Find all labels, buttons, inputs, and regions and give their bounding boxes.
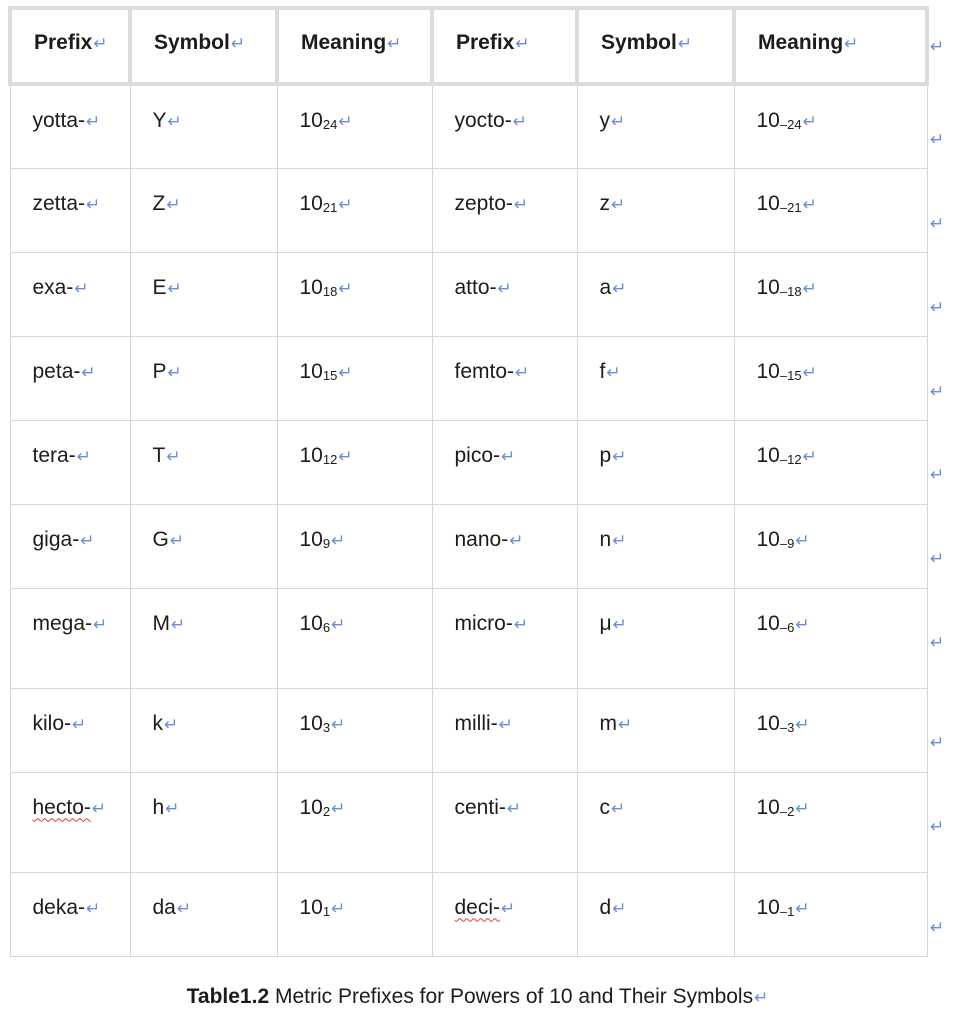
power-base: 10 [756, 711, 780, 735]
prefix-cell[interactable] [432, 168, 577, 252]
return-mark: ↵ [509, 530, 524, 550]
prefix-text: tera- [32, 443, 76, 467]
meaning-cell[interactable] [277, 168, 432, 252]
return-mark: ↵ [331, 614, 346, 634]
prefix-text: mega- [32, 611, 93, 635]
symbol-cell[interactable] [130, 336, 277, 420]
return-mark: ↵ [498, 714, 513, 734]
power-base: 10 [299, 109, 323, 132]
prefix-text: zepto- [454, 191, 513, 215]
return-mark: ↵ [795, 530, 810, 550]
return-mark: ↵ [501, 898, 516, 918]
symbol-cell[interactable] [577, 872, 734, 956]
header-prefix-1[interactable]: Prefix↵ [10, 8, 130, 84]
power-exponent: 1 [322, 903, 331, 919]
prefix-text: zetta- [32, 191, 86, 215]
table-row [10, 688, 927, 772]
table-row [10, 504, 927, 588]
meaning-cell[interactable] [734, 588, 927, 688]
return-mark: ↵ [338, 112, 353, 131]
return-mark: ↵ [795, 898, 810, 918]
power-exponent: –2 [779, 803, 795, 819]
meaning-cell[interactable] [277, 772, 432, 872]
power-exponent: 15 [322, 367, 338, 383]
meaning-cell[interactable] [734, 252, 927, 336]
symbol-cell[interactable] [577, 84, 734, 168]
power-exponent: –6 [779, 619, 795, 635]
symbol-text: m [599, 711, 617, 735]
return-mark: ↵ [80, 530, 95, 550]
return-mark: ↵ [176, 898, 192, 918]
return-mark: ↵ [611, 112, 626, 131]
power-exponent: 3 [322, 719, 331, 735]
prefix-cell[interactable] [10, 688, 130, 772]
symbol-text: Y [152, 109, 167, 132]
table-row [10, 772, 927, 872]
symbol-text: da [152, 895, 176, 919]
power-base: 10 [756, 443, 780, 467]
return-mark: ↵ [76, 446, 91, 466]
symbol-cell[interactable] [577, 772, 734, 872]
power-base: 10 [756, 109, 780, 132]
power-exponent: –21 [779, 199, 802, 215]
meaning-cell[interactable] [734, 872, 927, 956]
return-mark: ↵ [91, 798, 107, 818]
caption-text: Metric Prefixes for Powers of 10 and Their Symbols [269, 985, 754, 1008]
power-exponent: 12 [322, 451, 338, 467]
symbol-cell[interactable] [577, 504, 734, 588]
prefix-cell[interactable] [432, 772, 577, 872]
row-end-mark: ↵ [930, 37, 945, 56]
power-exponent: 2 [322, 803, 331, 819]
prefix-text: pico- [454, 443, 501, 467]
return-mark: ↵ [612, 278, 627, 298]
prefix-cell[interactable] [10, 252, 130, 336]
symbol-text: p [599, 443, 612, 467]
return-mark: ↵ [81, 362, 96, 382]
return-mark: ↵ [167, 112, 182, 131]
prefix-cell[interactable] [10, 772, 130, 872]
return-mark: ↵ [512, 112, 527, 131]
power-base: 10 [756, 527, 780, 551]
table-row [10, 252, 927, 336]
table-row [10, 168, 927, 252]
prefix-text: yotta- [32, 109, 86, 132]
symbol-cell[interactable] [577, 252, 734, 336]
symbol-cell[interactable] [577, 588, 734, 688]
symbol-cell[interactable] [130, 420, 277, 504]
return-mark: ↵ [86, 194, 101, 214]
power-exponent: 24 [322, 117, 338, 132]
return-mark: ↵ [513, 614, 529, 634]
symbol-text: M [152, 611, 170, 635]
return-mark: ↵ [612, 446, 627, 466]
meaning-cell[interactable] [734, 688, 927, 772]
prefix-text: kilo- [32, 711, 72, 735]
power-base: 10 [756, 611, 780, 635]
symbol-text: a [599, 275, 612, 299]
meaning-cell[interactable] [277, 84, 432, 168]
power-exponent: 21 [322, 199, 338, 215]
meaning-cell[interactable] [277, 504, 432, 588]
prefix-cell[interactable] [432, 336, 577, 420]
symbol-text: n [599, 527, 612, 551]
prefix-text: atto- [454, 275, 497, 299]
power-exponent: –3 [779, 719, 795, 735]
symbol-cell[interactable] [130, 252, 277, 336]
return-mark: ↵ [86, 898, 101, 918]
return-mark: ↵ [338, 278, 353, 298]
meaning-cell[interactable] [734, 168, 927, 252]
symbol-text: T [152, 443, 166, 467]
table-row [10, 872, 927, 956]
prefix-text: giga- [32, 527, 80, 551]
power-exponent: –12 [779, 451, 802, 467]
symbol-text: d [599, 895, 612, 919]
row-end-mark: ↵ [930, 298, 945, 317]
meaning-cell[interactable] [277, 872, 432, 956]
prefix-text: hecto- [32, 795, 91, 819]
return-mark: ↵ [338, 446, 353, 466]
return-mark: ↵ [86, 112, 101, 131]
power-base: 10 [299, 275, 323, 299]
meaning-cell[interactable] [734, 772, 927, 872]
power-base: 10 [756, 795, 780, 819]
prefix-cell[interactable] [10, 504, 130, 588]
prefix-text: milli- [454, 711, 498, 735]
meaning-cell[interactable] [277, 588, 432, 688]
symbol-text: E [152, 275, 167, 299]
return-mark: ↵ [501, 446, 516, 466]
power-exponent: 6 [322, 619, 331, 635]
power-base: 10 [299, 359, 323, 383]
prefix-cell[interactable] [10, 420, 130, 504]
row-end-mark: ↵ [930, 918, 945, 937]
symbol-cell[interactable] [130, 872, 277, 956]
symbol-text: h [152, 795, 165, 819]
prefix-cell[interactable] [432, 588, 577, 688]
return-mark: ↵ [612, 614, 627, 634]
prefix-text: deci- [454, 895, 501, 919]
return-mark: ↵ [167, 278, 182, 298]
meaning-cell[interactable] [277, 252, 432, 336]
table-row [10, 588, 927, 688]
prefix-cell[interactable] [10, 872, 130, 956]
return-mark: ↵ [331, 714, 346, 734]
power-exponent: –15 [779, 367, 802, 383]
prefix-cell[interactable] [432, 84, 577, 168]
header-row [10, 8, 927, 84]
meaning-cell[interactable] [277, 420, 432, 504]
symbol-cell[interactable] [577, 420, 734, 504]
row-end-mark: ↵ [930, 549, 945, 568]
header-prefix-2[interactable]: Prefix↵ [432, 8, 577, 84]
return-mark: ↵ [515, 362, 530, 382]
header-symbol-1[interactable]: Symbol↵ [130, 8, 277, 84]
symbol-text: y [599, 109, 610, 132]
return-mark: ↵ [802, 278, 817, 298]
symbol-text: G [152, 527, 169, 551]
return-mark: ↵ [166, 194, 181, 214]
symbol-text: z [599, 191, 610, 215]
prefix-cell[interactable] [10, 336, 130, 420]
meaning-cell[interactable] [734, 504, 927, 588]
header-symbol-2[interactable]: Symbol↵ [577, 8, 734, 84]
power-exponent: –24 [779, 117, 802, 132]
return-mark: ↵ [612, 898, 627, 918]
row-end-mark: ↵ [930, 214, 945, 233]
prefix-cell[interactable] [432, 688, 577, 772]
meaning-cell[interactable] [277, 688, 432, 772]
header-meaning-1[interactable]: Meaning↵ [277, 8, 432, 84]
symbol-cell[interactable] [130, 772, 277, 872]
table-row [10, 336, 927, 420]
return-mark: ↵ [167, 362, 182, 382]
table-body [10, 84, 927, 956]
return-mark: ↵ [74, 278, 89, 298]
return-mark: ↵ [497, 278, 512, 298]
prefix-text: femto- [454, 359, 515, 383]
row-end-mark: ↵ [930, 633, 945, 652]
prefix-text: peta- [32, 359, 81, 383]
symbol-text: Z [152, 191, 166, 215]
power-base: 10 [299, 527, 323, 551]
meaning-cell[interactable] [277, 336, 432, 420]
prefix-cell[interactable] [10, 84, 130, 168]
return-mark: ↵ [331, 898, 346, 918]
header-meaning-2[interactable]: Meaning↵ [734, 8, 927, 84]
symbol-cell[interactable] [130, 84, 277, 168]
row-end-mark: ↵ [930, 817, 945, 836]
return-mark: ↵ [164, 714, 179, 734]
return-mark: ↵ [612, 530, 627, 550]
power-exponent: –1 [779, 903, 795, 919]
power-base: 10 [756, 275, 780, 299]
caption-return-mark: ↵ [754, 988, 769, 1007]
prefix-cell[interactable] [432, 872, 577, 956]
power-base: 10 [756, 191, 780, 215]
row-end-mark: ↵ [930, 733, 945, 752]
return-mark: ↵ [795, 714, 810, 734]
power-base: 10 [299, 611, 323, 635]
symbol-cell[interactable] [577, 168, 734, 252]
return-mark: ↵ [166, 446, 181, 466]
prefix-text: nano- [454, 527, 509, 551]
prefix-table-container [8, 6, 925, 957]
prefix-cell[interactable] [432, 420, 577, 504]
return-mark: ↵ [506, 798, 522, 818]
symbol-text: P [152, 359, 167, 383]
return-mark: ↵ [331, 530, 346, 550]
prefix-cell[interactable] [10, 168, 130, 252]
caption-label: Table1.2 [186, 985, 270, 1008]
return-mark: ↵ [802, 446, 817, 466]
power-base: 10 [299, 711, 323, 735]
meaning-cell[interactable] [734, 336, 927, 420]
symbol-cell[interactable] [577, 688, 734, 772]
power-base: 10 [756, 895, 780, 919]
symbol-cell[interactable] [130, 688, 277, 772]
return-mark: ↵ [338, 362, 353, 382]
prefix-cell[interactable] [432, 504, 577, 588]
return-mark: ↵ [802, 362, 817, 382]
meaning-cell[interactable] [734, 420, 927, 504]
metric-prefix-table [8, 6, 929, 957]
return-mark: ↵ [165, 798, 180, 818]
return-mark: ↵ [795, 614, 810, 634]
prefix-text: deka- [32, 895, 86, 919]
return-mark: ↵ [802, 194, 817, 214]
row-end-mark: ↵ [930, 130, 945, 149]
power-base: 10 [299, 443, 323, 467]
meaning-cell[interactable] [734, 84, 927, 168]
return-mark: ↵ [93, 614, 108, 634]
prefix-cell[interactable] [10, 588, 130, 688]
return-mark: ↵ [171, 614, 186, 634]
prefix-text: centi- [454, 795, 506, 819]
prefix-cell[interactable] [432, 252, 577, 336]
table-caption [0, 984, 955, 1011]
table-row [10, 420, 927, 504]
symbol-text: c [599, 795, 610, 819]
power-exponent: 18 [322, 283, 338, 299]
return-mark: ↵ [611, 798, 626, 818]
prefix-text: micro- [454, 611, 513, 635]
symbol-text: μ [599, 611, 612, 635]
symbol-cell[interactable] [130, 588, 277, 688]
return-mark: ↵ [72, 714, 87, 734]
power-base: 10 [299, 795, 323, 819]
return-mark: ↵ [169, 530, 185, 550]
table-row [10, 84, 927, 168]
power-exponent: –9 [779, 535, 795, 551]
prefix-text: yocto- [454, 109, 512, 132]
power-base: 10 [299, 191, 323, 215]
return-mark: ↵ [795, 798, 810, 818]
prefix-text: exa- [32, 275, 74, 299]
return-mark: ↵ [618, 714, 633, 734]
return-mark: ↵ [338, 194, 353, 214]
symbol-cell[interactable] [130, 504, 277, 588]
symbol-text: f [599, 359, 606, 383]
symbol-cell[interactable] [577, 336, 734, 420]
symbol-text: k [152, 711, 163, 735]
return-mark: ↵ [331, 798, 346, 818]
power-exponent: 9 [322, 535, 331, 551]
power-base: 10 [299, 895, 323, 919]
symbol-cell[interactable] [130, 168, 277, 252]
row-end-mark: ↵ [930, 382, 945, 401]
power-exponent: –18 [779, 283, 802, 299]
return-mark: ↵ [611, 194, 626, 214]
return-mark: ↵ [606, 362, 621, 382]
row-end-mark: ↵ [930, 465, 945, 484]
return-mark: ↵ [802, 112, 817, 131]
power-base: 10 [756, 359, 780, 383]
return-mark: ↵ [513, 194, 529, 214]
